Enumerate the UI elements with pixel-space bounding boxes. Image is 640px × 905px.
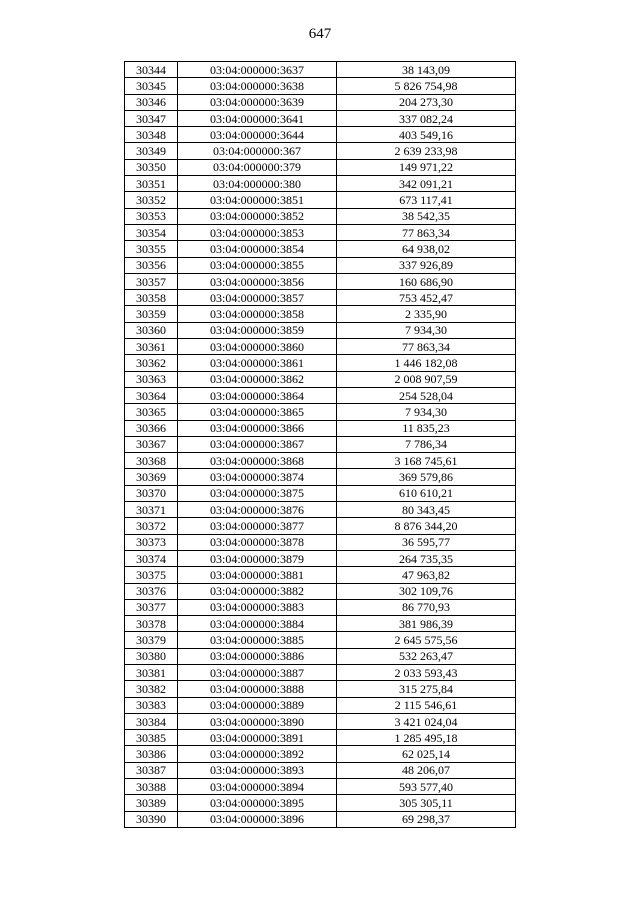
table-row — [125, 795, 516, 811]
row-number-cell: 30373 — [125, 534, 178, 550]
cadastral-number-cell: 03:04:000000:3886 — [178, 648, 337, 664]
row-number-cell: 30350 — [125, 159, 178, 175]
cadastral-number-cell: 03:04:000000:3879 — [178, 550, 337, 566]
cadastral-number-cell: 03:04:000000:3883 — [178, 599, 337, 615]
value-cell: 337 082,24 — [337, 110, 516, 126]
table-row — [125, 567, 516, 583]
table-row — [125, 127, 516, 143]
value-cell: 305 305,11 — [337, 795, 516, 811]
row-number-cell: 30371 — [125, 502, 178, 518]
row-number-cell: 30368 — [125, 453, 178, 469]
cadastral-number-cell: 03:04:000000:3894 — [178, 779, 337, 795]
value-cell: 64 938,02 — [337, 241, 516, 257]
table-row — [125, 176, 516, 192]
table-row — [125, 811, 516, 827]
table-row — [125, 436, 516, 452]
data-table — [124, 61, 516, 828]
value-cell: 1 285 495,18 — [337, 730, 516, 746]
cadastral-number-cell: 03:04:000000:3861 — [178, 355, 337, 371]
row-number-cell: 30384 — [125, 713, 178, 729]
value-cell: 62 025,14 — [337, 746, 516, 762]
table-row — [125, 94, 516, 110]
row-number-cell: 30349 — [125, 143, 178, 159]
table-row — [125, 143, 516, 159]
cadastral-number-cell: 03:04:000000:3882 — [178, 583, 337, 599]
value-cell: 302 109,76 — [337, 583, 516, 599]
table-row — [125, 599, 516, 615]
table-row — [125, 257, 516, 273]
table-row — [125, 453, 516, 469]
table-row — [125, 697, 516, 713]
row-number-cell: 30387 — [125, 762, 178, 778]
value-cell: 673 117,41 — [337, 192, 516, 208]
table-row — [125, 583, 516, 599]
cadastral-number-cell: 03:04:000000:3867 — [178, 436, 337, 452]
value-cell: 7 934,30 — [337, 404, 516, 420]
table-row — [125, 241, 516, 257]
cadastral-number-cell: 03:04:000000:3866 — [178, 420, 337, 436]
table-row — [125, 420, 516, 436]
value-cell: 47 963,82 — [337, 567, 516, 583]
value-cell: 2 639 233,98 — [337, 143, 516, 159]
cadastral-number-cell: 03:04:000000:3884 — [178, 616, 337, 632]
value-cell: 7 934,30 — [337, 322, 516, 338]
table-row — [125, 192, 516, 208]
value-cell: 315 275,84 — [337, 681, 516, 697]
table-row — [125, 779, 516, 795]
row-number-cell: 30385 — [125, 730, 178, 746]
table-row — [125, 762, 516, 778]
cadastral-number-cell: 03:04:000000:3881 — [178, 567, 337, 583]
value-cell: 80 343,45 — [337, 502, 516, 518]
table-row — [125, 306, 516, 322]
value-cell: 48 206,07 — [337, 762, 516, 778]
cadastral-number-cell: 03:04:000000:3859 — [178, 322, 337, 338]
row-number-cell: 30370 — [125, 485, 178, 501]
value-cell: 342 091,21 — [337, 176, 516, 192]
value-cell: 36 595,77 — [337, 534, 516, 550]
row-number-cell: 30375 — [125, 567, 178, 583]
row-number-cell: 30353 — [125, 208, 178, 224]
value-cell: 160 686,90 — [337, 273, 516, 289]
value-cell: 3 168 745,61 — [337, 453, 516, 469]
table-row — [125, 78, 516, 94]
row-number-cell: 30351 — [125, 176, 178, 192]
value-cell: 610 610,21 — [337, 485, 516, 501]
row-number-cell: 30348 — [125, 127, 178, 143]
row-number-cell: 30378 — [125, 616, 178, 632]
table-row — [125, 664, 516, 680]
row-number-cell: 30346 — [125, 94, 178, 110]
cadastral-number-cell: 03:04:000000:3877 — [178, 518, 337, 534]
cadastral-number-cell: 03:04:000000:3856 — [178, 273, 337, 289]
table-row — [125, 485, 516, 501]
row-number-cell: 30365 — [125, 404, 178, 420]
value-cell: 1 446 182,08 — [337, 355, 516, 371]
cadastral-number-cell: 03:04:000000:3868 — [178, 453, 337, 469]
cadastral-number-cell: 03:04:000000:3851 — [178, 192, 337, 208]
table-row — [125, 502, 516, 518]
row-number-cell: 30367 — [125, 436, 178, 452]
row-number-cell: 30382 — [125, 681, 178, 697]
value-cell: 11 835,23 — [337, 420, 516, 436]
row-number-cell: 30383 — [125, 697, 178, 713]
row-number-cell: 30347 — [125, 110, 178, 126]
row-number-cell: 30345 — [125, 78, 178, 94]
row-number-cell: 30359 — [125, 306, 178, 322]
table-row — [125, 730, 516, 746]
value-cell: 753 452,47 — [337, 290, 516, 306]
cadastral-number-cell: 03:04:000000:3641 — [178, 110, 337, 126]
table-row — [125, 681, 516, 697]
row-number-cell: 30354 — [125, 224, 178, 240]
cadastral-number-cell: 03:04:000000:3888 — [178, 681, 337, 697]
cadastral-number-cell: 03:04:000000:3896 — [178, 811, 337, 827]
value-cell: 2 115 546,61 — [337, 697, 516, 713]
cadastral-number-cell: 03:04:000000:3638 — [178, 78, 337, 94]
row-number-cell: 30357 — [125, 273, 178, 289]
table-row — [125, 273, 516, 289]
row-number-cell: 30390 — [125, 811, 178, 827]
table-row — [125, 616, 516, 632]
cadastral-number-cell: 03:04:000000:3644 — [178, 127, 337, 143]
cadastral-number-cell: 03:04:000000:3853 — [178, 224, 337, 240]
table-row — [125, 404, 516, 420]
row-number-cell: 30380 — [125, 648, 178, 664]
value-cell: 2 645 575,56 — [337, 632, 516, 648]
cadastral-number-cell: 03:04:000000:3639 — [178, 94, 337, 110]
table-row — [125, 550, 516, 566]
table-row — [125, 208, 516, 224]
value-cell: 204 273,30 — [337, 94, 516, 110]
row-number-cell: 30344 — [125, 62, 178, 78]
row-number-cell: 30358 — [125, 290, 178, 306]
row-number-cell: 30374 — [125, 550, 178, 566]
cadastral-number-cell: 03:04:000000:3862 — [178, 371, 337, 387]
row-number-cell: 30379 — [125, 632, 178, 648]
row-number-cell: 30372 — [125, 518, 178, 534]
cadastral-number-cell: 03:04:000000:3891 — [178, 730, 337, 746]
row-number-cell: 30369 — [125, 469, 178, 485]
cadastral-number-cell: 03:04:000000:3895 — [178, 795, 337, 811]
value-cell: 337 926,89 — [337, 257, 516, 273]
table-row — [125, 322, 516, 338]
value-cell: 69 298,37 — [337, 811, 516, 827]
row-number-cell: 30361 — [125, 339, 178, 355]
cadastral-number-cell: 03:04:000000:3893 — [178, 762, 337, 778]
cadastral-number-cell: 03:04:000000:3876 — [178, 502, 337, 518]
row-number-cell: 30364 — [125, 387, 178, 403]
cadastral-number-cell: 03:04:000000:3885 — [178, 632, 337, 648]
cadastral-number-cell: 03:04:000000:3858 — [178, 306, 337, 322]
cadastral-number-cell: 03:04:000000:379 — [178, 159, 337, 175]
table-row — [125, 371, 516, 387]
value-cell: 8 876 344,20 — [337, 518, 516, 534]
cadastral-number-cell: 03:04:000000:3875 — [178, 485, 337, 501]
value-cell: 369 579,86 — [337, 469, 516, 485]
value-cell: 403 549,16 — [337, 127, 516, 143]
row-number-cell: 30386 — [125, 746, 178, 762]
cadastral-number-cell: 03:04:000000:367 — [178, 143, 337, 159]
table-row — [125, 387, 516, 403]
cadastral-number-cell: 03:04:000000:3855 — [178, 257, 337, 273]
table-row — [125, 518, 516, 534]
row-number-cell: 30356 — [125, 257, 178, 273]
cadastral-number-cell: 03:04:000000:3857 — [178, 290, 337, 306]
cadastral-number-cell: 03:04:000000:3865 — [178, 404, 337, 420]
table-row — [125, 469, 516, 485]
value-cell: 2 335,90 — [337, 306, 516, 322]
value-cell: 149 971,22 — [337, 159, 516, 175]
table-row — [125, 534, 516, 550]
table-row — [125, 159, 516, 175]
page-number: 647 — [308, 26, 332, 42]
cadastral-number-cell: 03:04:000000:3864 — [178, 387, 337, 403]
cadastral-number-cell: 03:04:000000:3890 — [178, 713, 337, 729]
row-number-cell: 30355 — [125, 241, 178, 257]
table-row — [125, 355, 516, 371]
value-cell: 77 863,34 — [337, 224, 516, 240]
row-number-cell: 30377 — [125, 599, 178, 615]
table-row — [125, 632, 516, 648]
cadastral-number-cell: 03:04:000000:3889 — [178, 697, 337, 713]
table-row — [125, 339, 516, 355]
row-number-cell: 30352 — [125, 192, 178, 208]
value-cell: 2 008 907,59 — [337, 371, 516, 387]
value-cell: 264 735,35 — [337, 550, 516, 566]
table-row — [125, 290, 516, 306]
row-number-cell: 30360 — [125, 322, 178, 338]
cadastral-number-cell: 03:04:000000:3878 — [178, 534, 337, 550]
value-cell: 2 033 593,43 — [337, 664, 516, 680]
value-cell: 593 577,40 — [337, 779, 516, 795]
cadastral-number-cell: 03:04:000000:3892 — [178, 746, 337, 762]
value-cell: 5 826 754,98 — [337, 78, 516, 94]
row-number-cell: 30381 — [125, 664, 178, 680]
table-row — [125, 110, 516, 126]
table-row — [125, 62, 516, 78]
table-row — [125, 746, 516, 762]
value-cell: 38 143,09 — [337, 62, 516, 78]
table-row — [125, 713, 516, 729]
cadastral-number-cell: 03:04:000000:3854 — [178, 241, 337, 257]
row-number-cell: 30362 — [125, 355, 178, 371]
value-cell: 532 263,47 — [337, 648, 516, 664]
value-cell: 86 770,93 — [337, 599, 516, 615]
cadastral-number-cell: 03:04:000000:3637 — [178, 62, 337, 78]
value-cell: 38 542,35 — [337, 208, 516, 224]
row-number-cell: 30388 — [125, 779, 178, 795]
cadastral-number-cell: 03:04:000000:3852 — [178, 208, 337, 224]
table-body — [125, 62, 516, 828]
table-row — [125, 224, 516, 240]
row-number-cell: 30389 — [125, 795, 178, 811]
table-row — [125, 648, 516, 664]
value-cell: 3 421 024,04 — [337, 713, 516, 729]
value-cell: 381 986,39 — [337, 616, 516, 632]
row-number-cell: 30363 — [125, 371, 178, 387]
value-cell: 7 786,34 — [337, 436, 516, 452]
row-number-cell: 30366 — [125, 420, 178, 436]
cadastral-number-cell: 03:04:000000:3887 — [178, 664, 337, 680]
cadastral-number-cell: 03:04:000000:3874 — [178, 469, 337, 485]
value-cell: 77 863,34 — [337, 339, 516, 355]
cadastral-number-cell: 03:04:000000:3860 — [178, 339, 337, 355]
value-cell: 254 528,04 — [337, 387, 516, 403]
cadastral-number-cell: 03:04:000000:380 — [178, 176, 337, 192]
row-number-cell: 30376 — [125, 583, 178, 599]
